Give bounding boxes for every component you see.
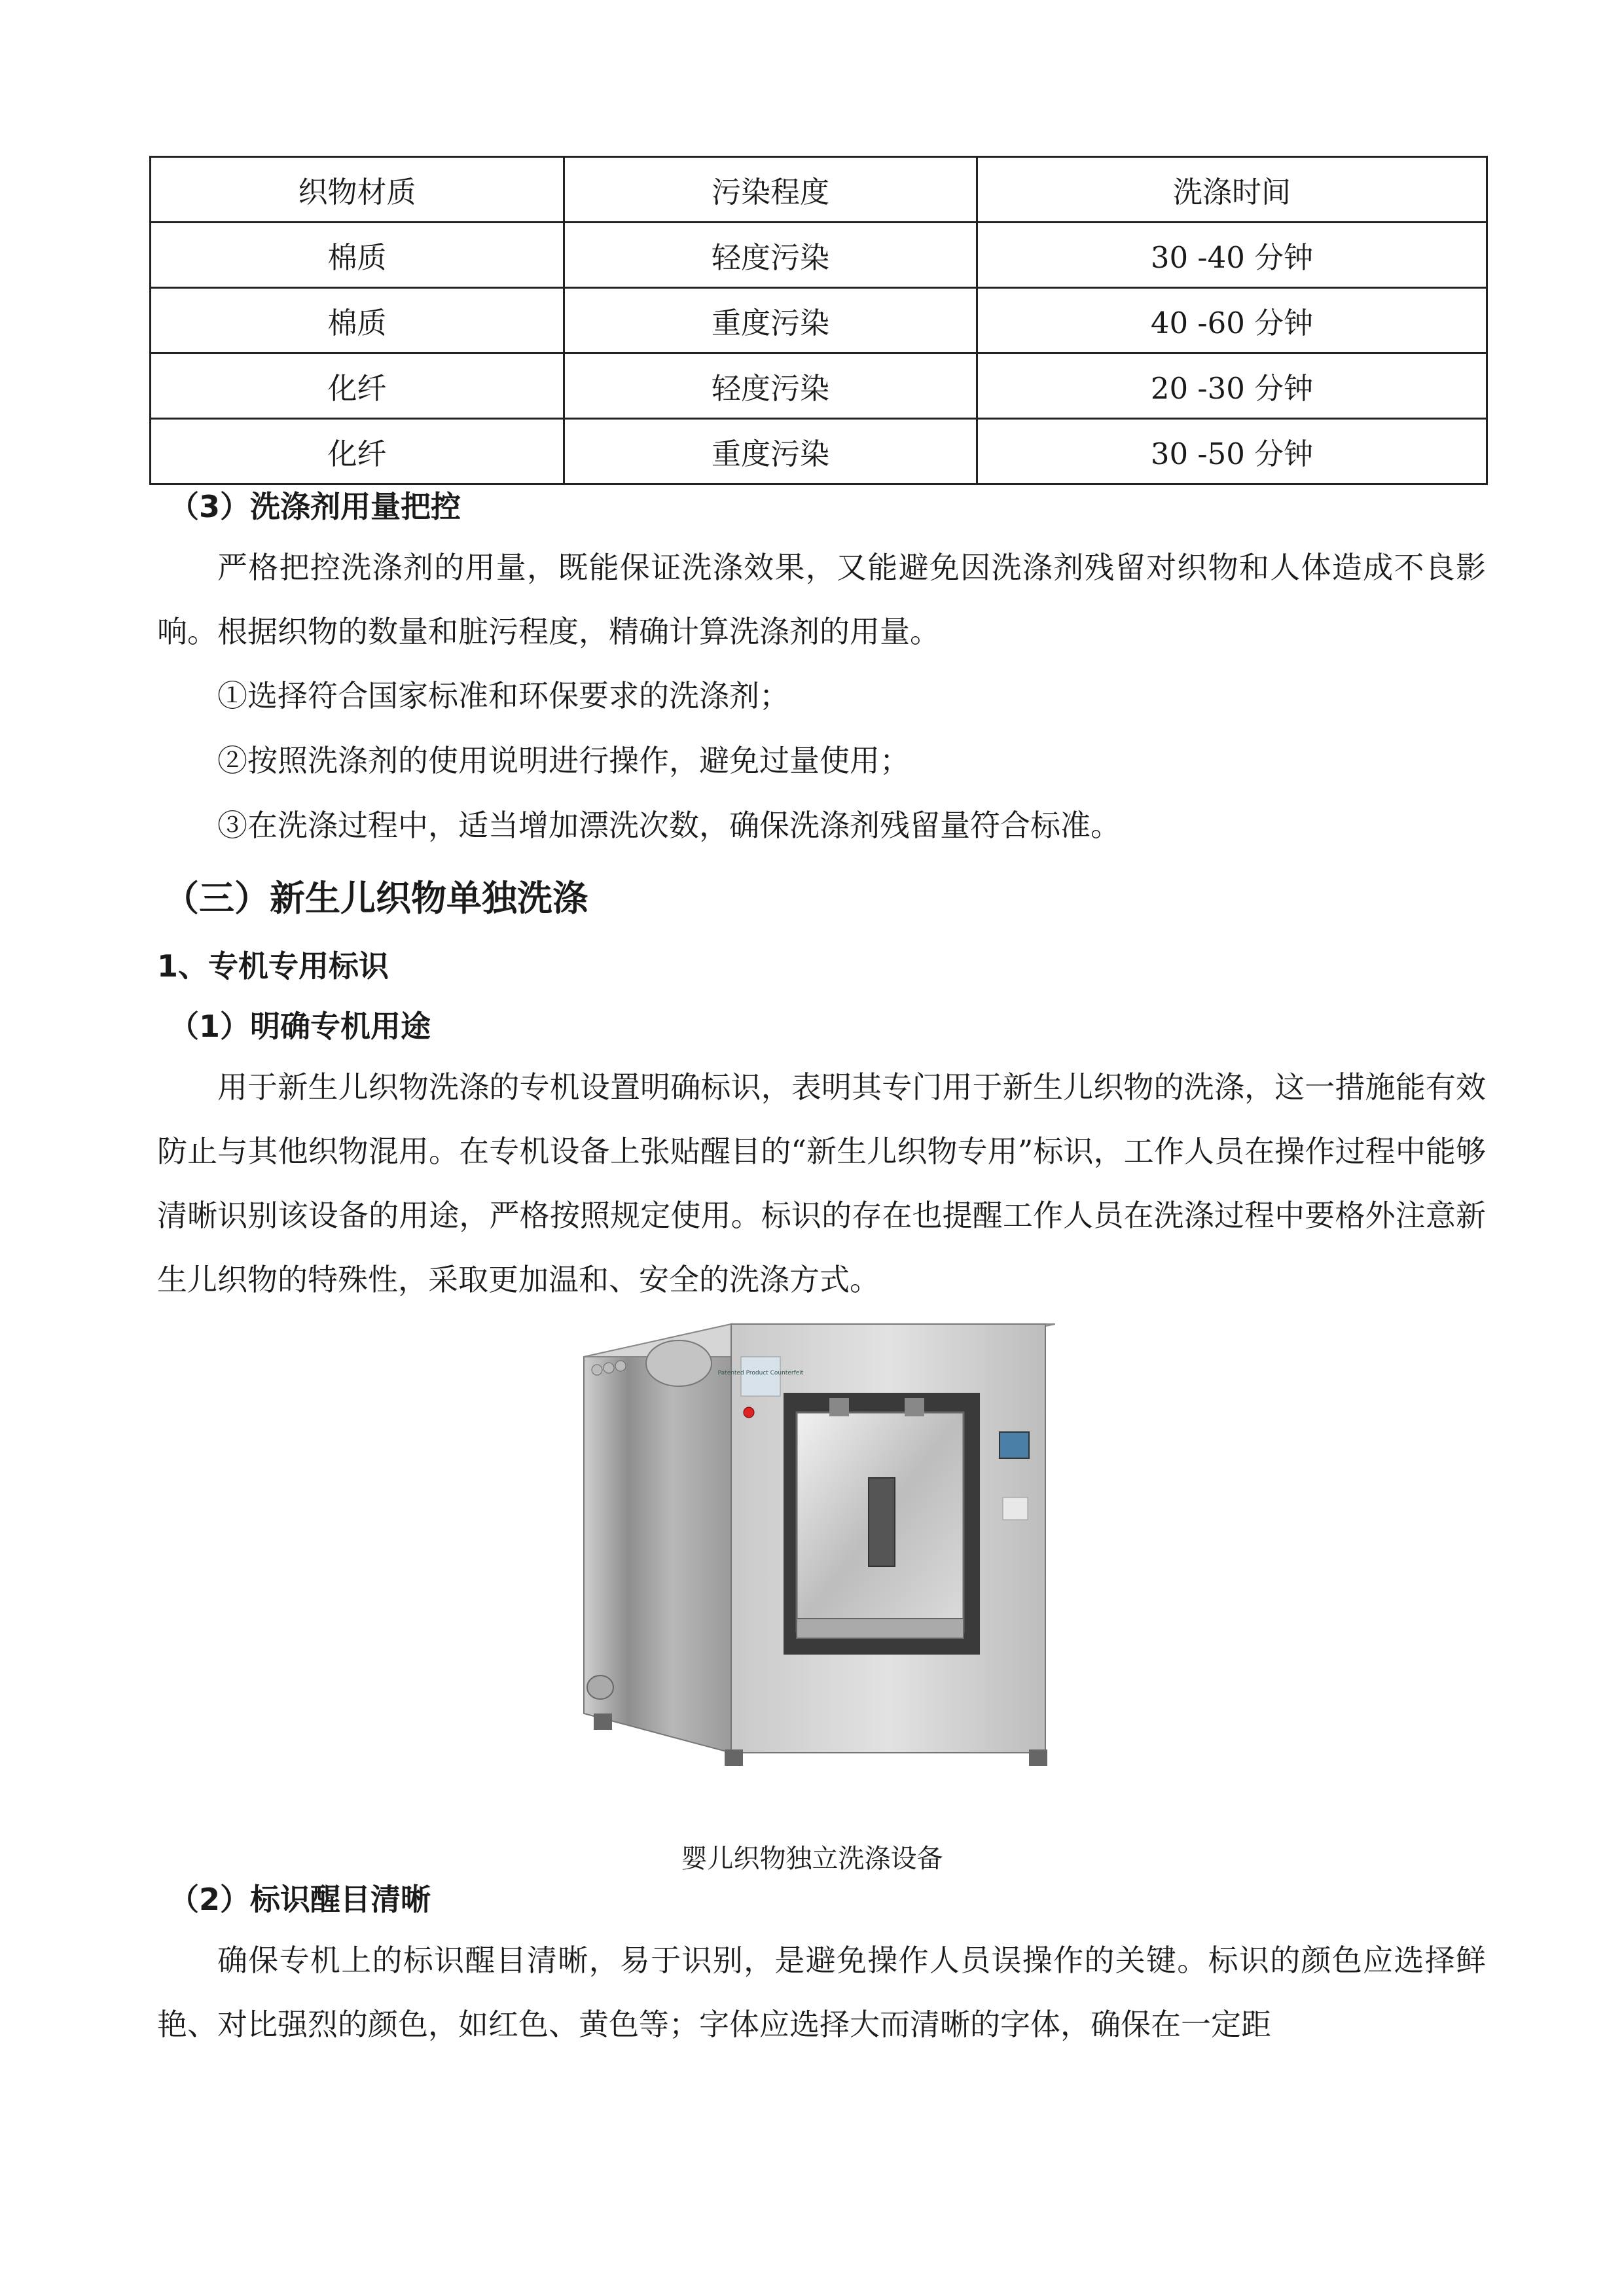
list-item: ①选择符合国家标准和环保要求的洗涤剂； [217,678,789,713]
table-cell: 棉质 [151,288,564,353]
table-cell: 30 -40 分钟 [977,223,1487,288]
table-cell: 40 -60 分钟 [977,288,1487,353]
table-row [151,223,1487,288]
list-item: ②按照洗涤剂的使用说明进行操作，避免过量使用； [217,743,910,778]
washing-machine-image [571,1321,1055,1779]
section-3-paragraph: 严格把控洗涤剂的用量，既能保证洗涤效果，又能避免因洗涤剂残留对织物和人体造成不良影响。根据织物的数量和脏污程度，精确计算洗涤剂的用量。 [157,550,1486,649]
table-header-row [151,157,1487,223]
chapter-heading: （三）新生儿织物单独洗涤 [164,878,588,919]
purpose-paragraph: 用于新生儿织物洗涤的专机设置明确标识，表明其专门用于新生儿织物的洗涤，这一措施能有效防止与其他织物混用。在专机设备上张贴醒目的“新生儿织物专用”标识，工作人员在操作过程中能够清晰识别该设备的用途，严格按照规定使用。标识的存在也提醒工作人员在洗涤过程中要格外注意新生儿织物的特殊性，采取更加温和、安全的洗涤方式。 [157,1069,1486,1297]
table-cell: 20 -30 分钟 [977,353,1487,419]
table-header-cell: 洗涤时间 [977,157,1487,223]
subsection-heading: 1、专机专用标识 [157,948,389,984]
section-3-heading: （3）洗涤剂用量把控 [169,489,461,524]
table-cell: 重度污染 [564,288,977,353]
table-cell: 化纤 [151,419,564,484]
table-row [151,353,1487,419]
table-header-cell: 污染程度 [564,157,977,223]
list-item: ③在洗涤过程中，适当增加漂洗次数，确保洗涤剂残留量符合标准。 [217,808,1121,843]
table-cell: 30 -50 分钟 [977,419,1487,484]
subsubsection-heading: （2）标识醒目清晰 [169,1882,431,1917]
table-row [151,288,1487,353]
table-cell: 重度污染 [564,419,977,484]
table-cell: 轻度污染 [564,223,977,288]
table-cell: 轻度污染 [564,353,977,419]
table-cell: 化纤 [151,353,564,419]
figure-caption: 婴儿织物独立洗涤设备 [681,1844,943,1874]
machine-label-text: Patented Product Counterfeit [717,1370,804,1376]
table-header-cell: 织物材质 [151,157,564,223]
table-row [151,419,1487,484]
table-cell: 棉质 [151,223,564,288]
visibility-paragraph: 确保专机上的标识醒目清晰，易于识别，是避免操作人员误操作的关键。标识的颜色应选择鲜艳、对比强烈的颜色，如红色、黄色等；字体应选择大而清晰的字体，确保在一定距 [157,1943,1486,2042]
subsubsection-heading: （1）明确专机用途 [169,1009,431,1044]
washing-time-table [149,156,1488,485]
